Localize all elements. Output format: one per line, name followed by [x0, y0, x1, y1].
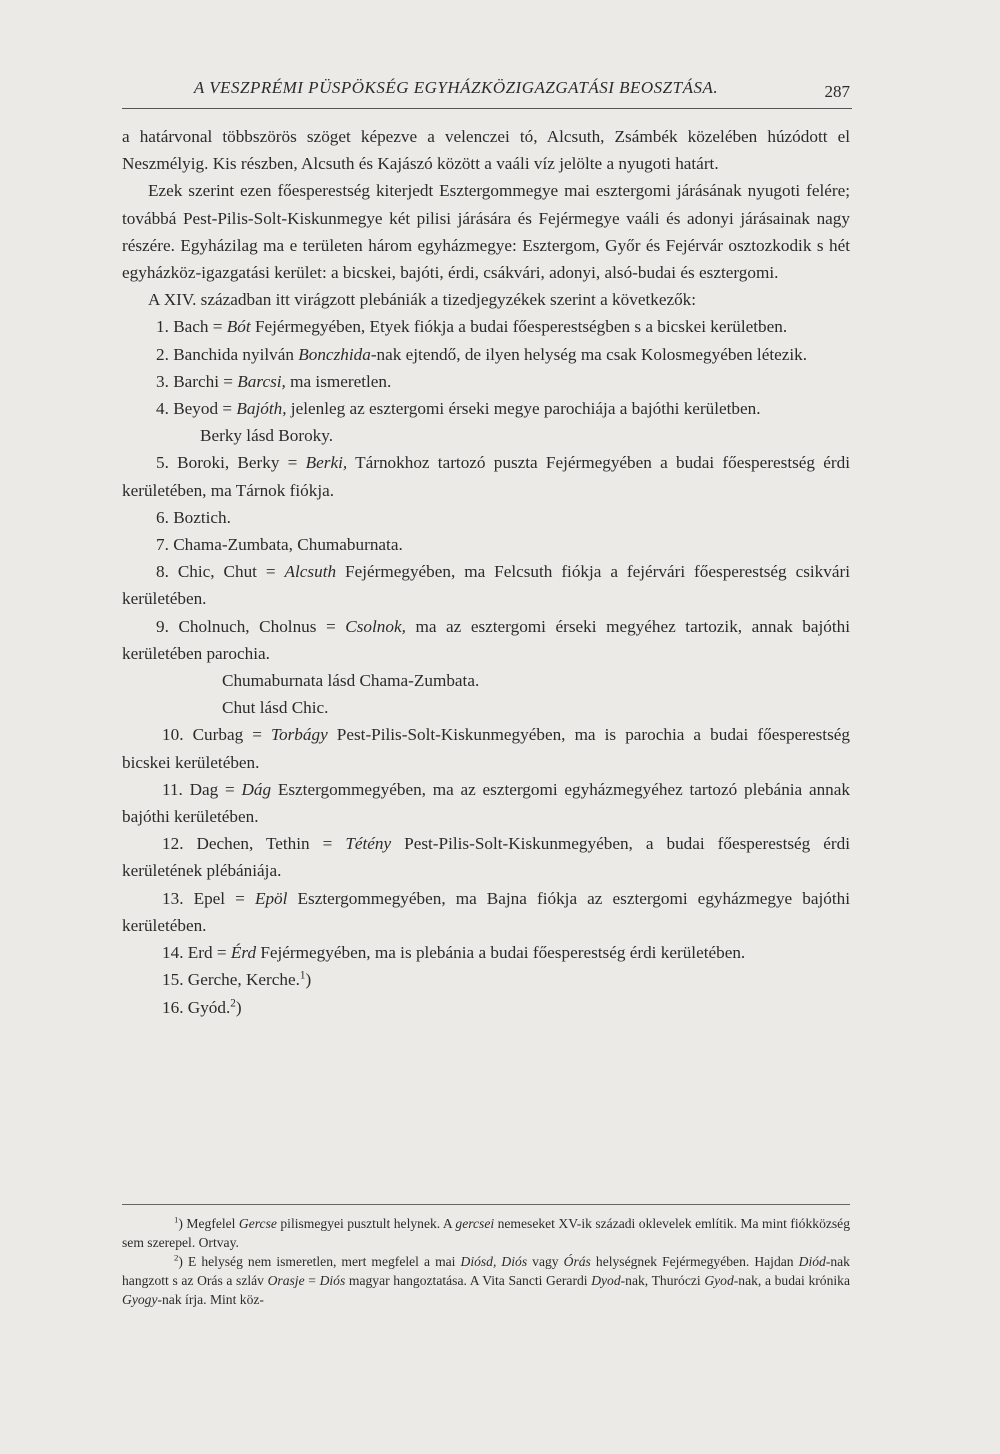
list-entry: 11. Dag = Dág Esztergommegyében, ma az esztergomi egyházmegyéhez tartozó plebánia annak bajóthi kerületében. [122, 779, 850, 827]
list-entry: 10. Curbag = Torbágy Pest-Pilis-Solt-Kiskunmegyében, ma is parochia a budai főesperestség bicskei kerületében. [122, 725, 850, 772]
list-entry: 7. Chama-Zumbata, Chumaburnata. [156, 535, 403, 555]
footnote-mark[interactable]: 1 [299, 969, 306, 982]
list-entry: 13. Epel = Epöl Esztergommegyében, ma Bajna fiókja az esztergomi egyházmegye bajóthi kerületében. [122, 888, 850, 935]
paragraph: Ezek szerint ezen főesperestség kiterjedt Esztergommegye mai esztergomi járásának nyugoti felére; továbbá Pest-Pilis-Solt-Kiskunmegye két pilisi járására és Fejérmegye vaáli és adonyi járásainak nagy részére. Egyházilag ma e területen három egyházmegye: Esztergom, Győr és Fejérvár osztozkodik s hét egyházköz-igazgatási kerület: a bicskei, bajóti, érdi, csákvári, adonyi, alsó-budai és esztergomi. [122, 181, 850, 283]
list-entry: 12. Dechen, Tethin = Tétény Pest-Pilis-Solt-Kiskunmegyében, a budai főesperestség érdi kerületének plébániája. [122, 834, 850, 881]
list-entry: 2. Banchida nyilván Bonczhida-nak ejtendő, de ilyen helység ma csak Kolosmegyében létezik. [156, 344, 808, 364]
list-entry: 5. Boroki, Berky = Berki, Tárnokhoz tartozó puszta Fejérmegyében a budai főesperestség érdi kerületében, ma Tárnok fiókja. [122, 453, 850, 500]
list-entry: 15. Gerche, Kerche.$^1$) [162, 969, 312, 990]
cross-reference: Chumaburnata lásd Chama-Zumbata. [222, 671, 480, 691]
cross-reference: Chut lásd Chic. [222, 698, 329, 718]
page-number: 287 [824, 82, 850, 101]
list-entry: 9. Cholnuch, Cholnus = Csolnok, ma az esztergomi érseki megyéhez tartozik, annak bajóthi kerületében parochia. [122, 616, 850, 663]
footnote: $^2$) E helység nem ismeretlen, mert megfelel a mai Diósd, Diós vagy Órás helységnek Fejérmegyében. Hajdan Diód-nak hangzott s az Orás a szláv Orasje = Diós magyar hangoztatása. A Vita Sancti Gerardi Dyod-nak, Thuróczi Gyod-nak, a budai krónika Gyogy-nak írja. Mint köz- [122, 1252, 850, 1307]
paragraph: A XIV. században itt virágzott plebániák a tizedjegyzékek szerint a következők: [148, 290, 697, 310]
list-entry: 3. Barchi = Barcsi, ma ismeretlen. [156, 371, 392, 391]
list-entry: 14. Erd = Érd Fejérmegyében, ma is plebánia a budai főesperestség érdi kerületében. [162, 943, 746, 963]
list-entry: 6. Boztich. [156, 507, 231, 527]
list-entry: 1. Bach = Bót Fejérmegyében, Etyek fiókja a budai főesperestségben s a bicskei kerületben. [156, 317, 788, 337]
list-entry: 16. Gyód.$^2$) [162, 996, 242, 1017]
list-entry: 8. Chic, Chut = Alcsuth Fejérmegyében, ma Felcsuth fiókja a fejérvári főesperestség csikvári kerületében. [122, 562, 850, 609]
running-title: A VESZPRÉMI PÜSPÖKSÉG EGYHÁZKÖZIGAZGATÁSI BEOSZTÁSA. [193, 78, 719, 97]
paragraph: a határvonal többszörös szöget képezve a velenczei tó, Alcsuth, Zsámbék közelében húzódott el Neszmélyig. Kis részben, Alcsuth és Kajászó között a vaáli víz jelölte a nyugoti határt. [122, 127, 850, 174]
list-entry: 4. Beyod = Bajóth, jelenleg az esztergomi érseki megye parochiája a bajóthi kerületben. [156, 399, 761, 419]
footnote-rule [122, 1204, 850, 1205]
footnote: $^1$) Megfelel Gercse pilismegyei pusztult helynek. A gercsei nemeseket XV-ik századi oklevelek említik. Ma mint fiókközség sem szerepel. Ortvay. [122, 1214, 851, 1250]
footnote-mark[interactable]: 2 [230, 996, 236, 1009]
main-text [122, 123, 850, 1021]
running-header [122, 78, 850, 108]
header-rule [122, 108, 852, 109]
cross-reference: Berky lásd Boroky. [200, 426, 334, 446]
footnotes [122, 1214, 850, 1309]
